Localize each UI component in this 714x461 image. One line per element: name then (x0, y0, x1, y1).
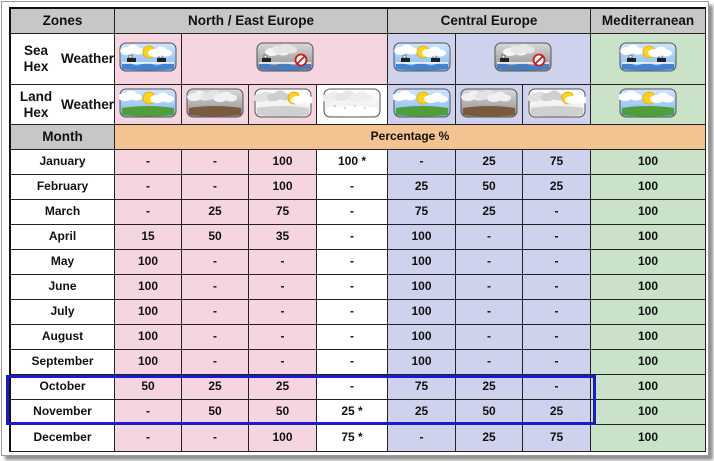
value-cell: 100 (591, 175, 706, 200)
value-cell: 100 (591, 400, 706, 425)
sunny-land-icon (393, 88, 451, 122)
sunny-sea-icon (119, 42, 177, 76)
value-cell: 75 (388, 200, 456, 225)
value-cell: 25 (456, 150, 523, 175)
value-cell: - (523, 350, 591, 375)
month-december: December (11, 425, 115, 452)
land-weather-cell-7 (523, 85, 591, 125)
value-cell: 25 (456, 200, 523, 225)
sunny-land-icon (119, 88, 177, 122)
land-weather-cell-5 (388, 85, 456, 125)
value-cell: - (523, 225, 591, 250)
value-cell: 25 (182, 375, 249, 400)
month-september: September (11, 350, 115, 375)
value-cell: - (115, 200, 182, 225)
value-cell: - (115, 400, 182, 425)
value-cell: 50 (182, 400, 249, 425)
value-cell: - (182, 325, 249, 350)
land-weather-cell-8 (591, 85, 706, 125)
value-cell: - (115, 150, 182, 175)
value-cell: 25 (523, 400, 591, 425)
value-cell: 100 (591, 350, 706, 375)
percentage-header: Percentage % (115, 125, 706, 150)
value-cell: - (317, 325, 388, 350)
month-october: October (11, 375, 115, 400)
value-cell: 25 (182, 200, 249, 225)
value-cell: - (523, 325, 591, 350)
value-cell: - (182, 250, 249, 275)
value-cell: - (523, 375, 591, 400)
value-cell: 100 (115, 275, 182, 300)
sea-weather-cell-2 (182, 34, 388, 85)
land-hex-weather-label: Land Hex Weather (11, 85, 115, 125)
value-cell: - (456, 225, 523, 250)
value-cell: 25 (388, 400, 456, 425)
sunny-land-icon (619, 88, 677, 122)
value-cell: 100 (388, 350, 456, 375)
document-frame (1, 1, 709, 456)
value-cell: 75 (249, 200, 317, 225)
value-cell: 75 * (317, 425, 388, 452)
value-cell: 100 (591, 275, 706, 300)
value-cell: - (456, 300, 523, 325)
value-cell: 50 (182, 225, 249, 250)
value-cell: - (523, 300, 591, 325)
value-cell: - (317, 200, 388, 225)
sea-weather-cell-4 (456, 34, 591, 85)
partly-cloudy-land-icon (528, 88, 586, 122)
value-cell: - (317, 225, 388, 250)
sea-hex-weather-label: Sea Hex Weather (11, 34, 115, 85)
stormy-sea-no-ships-icon (256, 42, 314, 76)
value-cell: - (523, 200, 591, 225)
month-january: January (11, 150, 115, 175)
value-cell: - (182, 350, 249, 375)
land-weather-cell-4 (317, 85, 388, 125)
value-cell: 100 * (317, 150, 388, 175)
month-june: June (11, 275, 115, 300)
partly-cloudy-land-icon (254, 88, 312, 122)
month-november: November (11, 400, 115, 425)
sea-weather-cell-1 (115, 34, 182, 85)
value-cell: 100 (591, 250, 706, 275)
value-cell: 100 (115, 250, 182, 275)
month-header: Month (11, 125, 115, 150)
weather-table (9, 7, 706, 452)
value-cell: - (249, 300, 317, 325)
snow-land-icon (323, 88, 381, 122)
value-cell: 75 (523, 150, 591, 175)
value-cell: - (317, 250, 388, 275)
value-cell: - (249, 250, 317, 275)
value-cell: - (317, 275, 388, 300)
month-july: July (11, 300, 115, 325)
value-cell: - (317, 175, 388, 200)
value-cell: - (456, 250, 523, 275)
value-cell: 100 (591, 325, 706, 350)
sunny-sea-icon (619, 42, 677, 76)
value-cell: - (317, 300, 388, 325)
value-cell: - (456, 325, 523, 350)
value-cell: - (456, 275, 523, 300)
north-east-europe-header: North / East Europe (115, 9, 388, 34)
value-cell: 100 (591, 300, 706, 325)
value-cell: 100 (249, 425, 317, 452)
value-cell: - (317, 350, 388, 375)
value-cell: 25 (249, 375, 317, 400)
value-cell: 100 (388, 275, 456, 300)
value-cell: - (115, 175, 182, 200)
month-may: May (11, 250, 115, 275)
value-cell: 100 (249, 175, 317, 200)
value-cell: 50 (456, 175, 523, 200)
value-cell: 50 (249, 400, 317, 425)
value-cell: 100 (388, 250, 456, 275)
value-cell: 50 (456, 400, 523, 425)
month-august: August (11, 325, 115, 350)
value-cell: 75 (388, 375, 456, 400)
zones-header: Zones (11, 9, 115, 34)
stormy-sea-no-ships-icon (494, 42, 552, 76)
value-cell: 100 (591, 425, 706, 452)
value-cell: 100 (115, 300, 182, 325)
value-cell: 15 (115, 225, 182, 250)
value-cell: 25 (456, 425, 523, 452)
month-april: April (11, 225, 115, 250)
land-weather-cell-1 (115, 85, 182, 125)
value-cell: - (388, 425, 456, 452)
value-cell: - (249, 350, 317, 375)
value-cell: 100 (591, 375, 706, 400)
value-cell: 100 (388, 300, 456, 325)
land-weather-cell-3 (249, 85, 317, 125)
sea-weather-cell-5 (591, 34, 706, 85)
value-cell: - (523, 250, 591, 275)
value-cell: 25 (456, 375, 523, 400)
value-cell: 75 (523, 425, 591, 452)
value-cell: 100 (115, 325, 182, 350)
value-cell: - (317, 375, 388, 400)
value-cell: 50 (115, 375, 182, 400)
value-cell: - (182, 425, 249, 452)
value-cell: 100 (591, 225, 706, 250)
month-february: February (11, 175, 115, 200)
value-cell: - (456, 350, 523, 375)
sunny-sea-icon (393, 42, 451, 76)
value-cell: 100 (591, 200, 706, 225)
value-cell: - (249, 275, 317, 300)
month-march: March (11, 200, 115, 225)
mediterranean-header: Mediterranean (591, 9, 706, 34)
overcast-land-icon (460, 88, 518, 122)
value-cell: - (115, 425, 182, 452)
value-cell: 100 (249, 150, 317, 175)
value-cell: - (182, 300, 249, 325)
value-cell: 100 (388, 225, 456, 250)
overcast-land-icon (186, 88, 244, 122)
value-cell: 100 (591, 150, 706, 175)
land-weather-cell-6 (456, 85, 523, 125)
sea-weather-cell-3 (388, 34, 456, 85)
value-cell: 25 * (317, 400, 388, 425)
value-cell: - (182, 150, 249, 175)
value-cell: 25 (388, 175, 456, 200)
value-cell: 100 (388, 325, 456, 350)
value-cell: - (249, 325, 317, 350)
value-cell: - (388, 150, 456, 175)
value-cell: - (182, 175, 249, 200)
land-weather-cell-2 (182, 85, 249, 125)
value-cell: - (523, 275, 591, 300)
central-europe-header: Central Europe (388, 9, 591, 34)
value-cell: 35 (249, 225, 317, 250)
value-cell: - (182, 275, 249, 300)
value-cell: 25 (523, 175, 591, 200)
value-cell: 100 (115, 350, 182, 375)
